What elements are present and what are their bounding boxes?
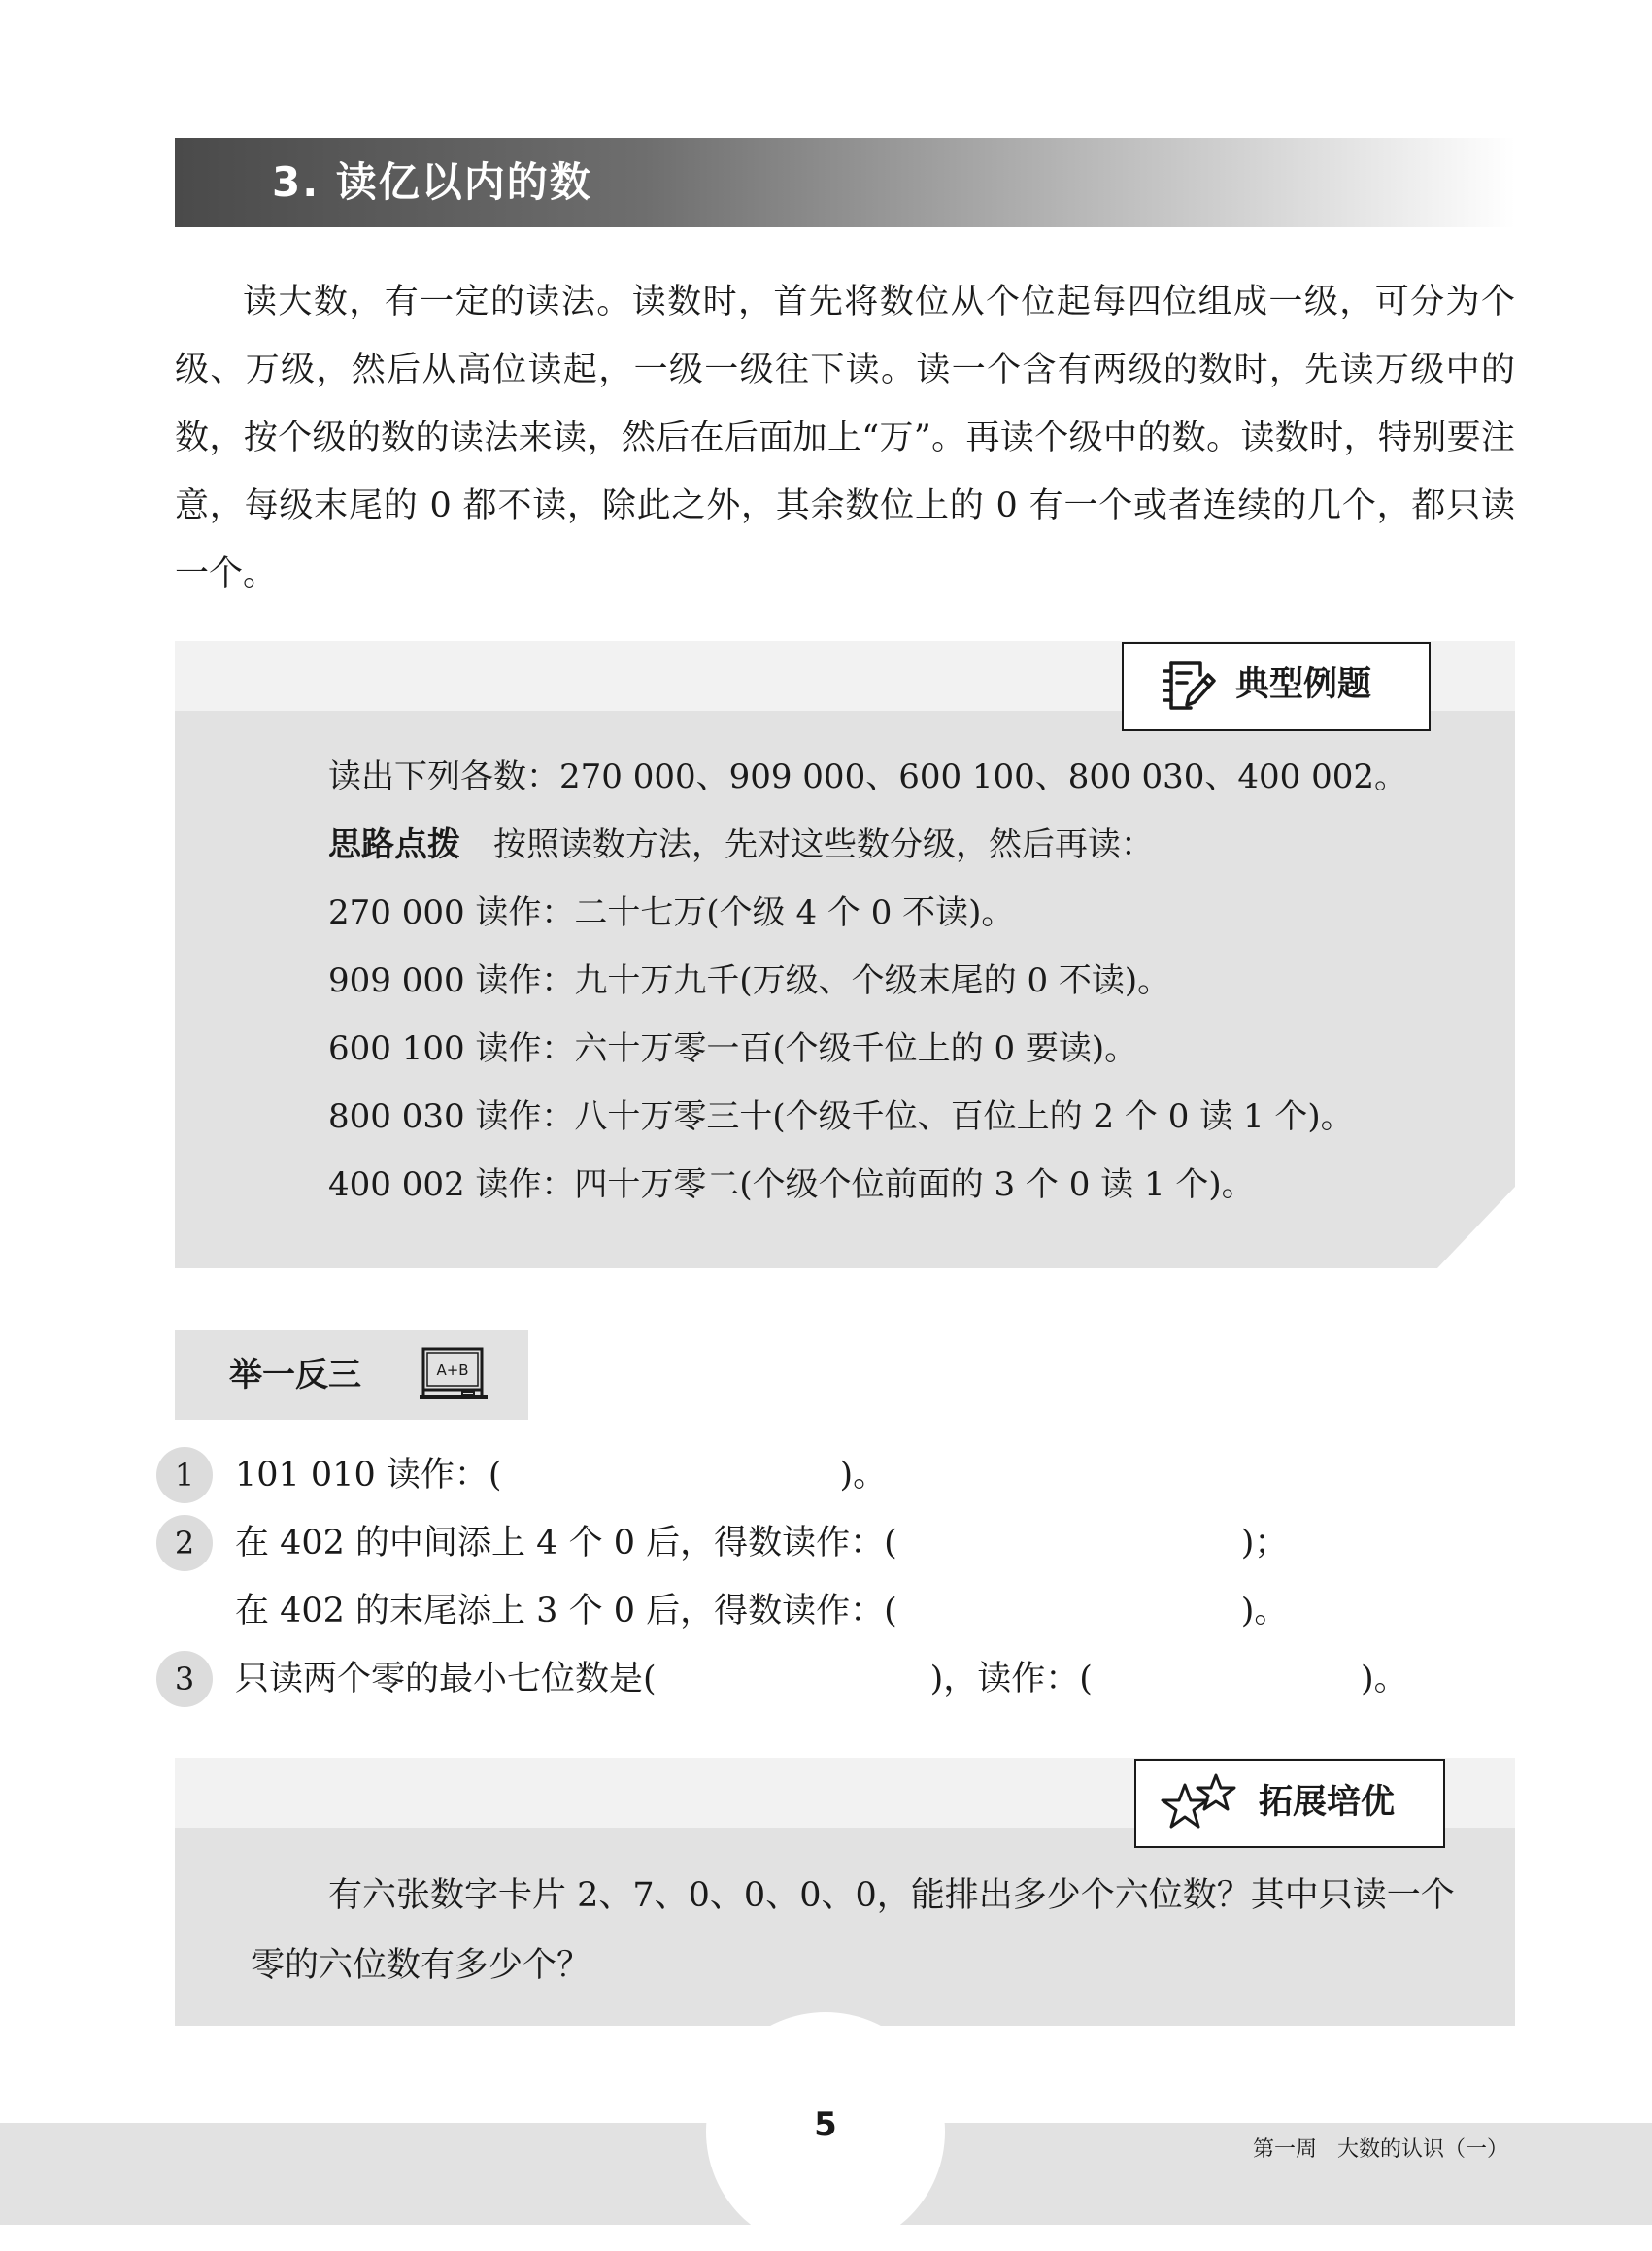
question-2a-text: 在 402 的中间添上 4 个 0 后，得数读作：( xyxy=(235,1524,897,1562)
question-3-text: 只读两个零的最小七位数是( xyxy=(235,1660,657,1698)
question-number-badge: 2 xyxy=(156,1515,213,1571)
stars-icon xyxy=(1158,1771,1239,1835)
practice-title: 举一反三 xyxy=(229,1356,361,1394)
example-answer-line: 600 100 读作：六十万零一百(个级千位上的 0 要读)。 xyxy=(328,1029,1138,1068)
question-1-text: 101 010 读作：( xyxy=(235,1456,502,1495)
intro-paragraph: 读大数，有一定的读法。读数时，首先将数位从个位起每四位组成一级，可分为个级、万级，然后从高位读起，一级一级往下读。读一个含有两级的数时，先读万级中的数，按个级的数的读法来读，然后在后面加上“万”。再读个级中的数。读数时，特别要注意，每级末尾的 0 都不读，除此之外，其余数位上的 0 有一个或者连续的几个，都只读一个。 xyxy=(175,283,1515,593)
chalkboard-icon xyxy=(418,1346,489,1402)
example-hint xyxy=(328,811,1494,879)
chalkboard-text: A+B xyxy=(436,1361,469,1379)
question-number-badge: 1 xyxy=(156,1447,213,1503)
pencil-notepad-icon xyxy=(1158,655,1218,716)
question-number-badge: 3 xyxy=(156,1651,213,1707)
question-3: 只读两个零的最小七位数是( )，读作：( )。 xyxy=(235,1660,1408,1698)
example-question: 读出下列各数：270 000、909 000、600 100、800 030、400 002。 xyxy=(328,757,1407,796)
extension-problem-text: 有六张数字卡片 2、7、0、0、0、0，能排出多少个六位数？其中只读一个零的六位数有多少个？ xyxy=(251,1876,1455,1985)
question-2a: 在 402 的中间添上 4 个 0 后，得数读作：( )； xyxy=(235,1524,1289,1562)
extension-tag-label: 拓展培优 xyxy=(1259,1783,1396,1822)
question-1: 101 010 读作：( )。 xyxy=(235,1456,888,1495)
chapter-title: 第一周 大数的认识（一） xyxy=(1253,2137,1508,2162)
example-answer-line: 400 002 读作：四十万零二(个级个位前面的 3 个 0 读 1 个)。 xyxy=(328,1165,1255,1204)
example-answer-line: 909 000 读作：九十万九千(万级、个级末尾的 0 不读)。 xyxy=(328,961,1171,1000)
page-number: 5 xyxy=(814,2105,837,2144)
question-2b-text: 在 402 的末尾添上 3 个 0 后，得数读作：( xyxy=(235,1592,897,1630)
hint-text: 按照读数方法，先对这些数分级，然后再读： xyxy=(493,825,1154,864)
example-answer-line: 800 030 读作：八十万零三十(个级千位、百位上的 2 个 0 读 1 个)。 xyxy=(328,1097,1354,1136)
example-answer-line: 270 000 读作：二十七万(个级 4 个 0 不读)。 xyxy=(328,893,1015,932)
hint-label: 思路点拨 xyxy=(328,825,460,864)
example-tag-label: 典型例题 xyxy=(1235,665,1372,704)
section-title: 3. 读亿以内的数 xyxy=(272,158,592,206)
example-content xyxy=(328,743,1494,1219)
question-2b: 在 402 的末尾添上 3 个 0 后，得数读作：( )。 xyxy=(235,1592,1289,1630)
